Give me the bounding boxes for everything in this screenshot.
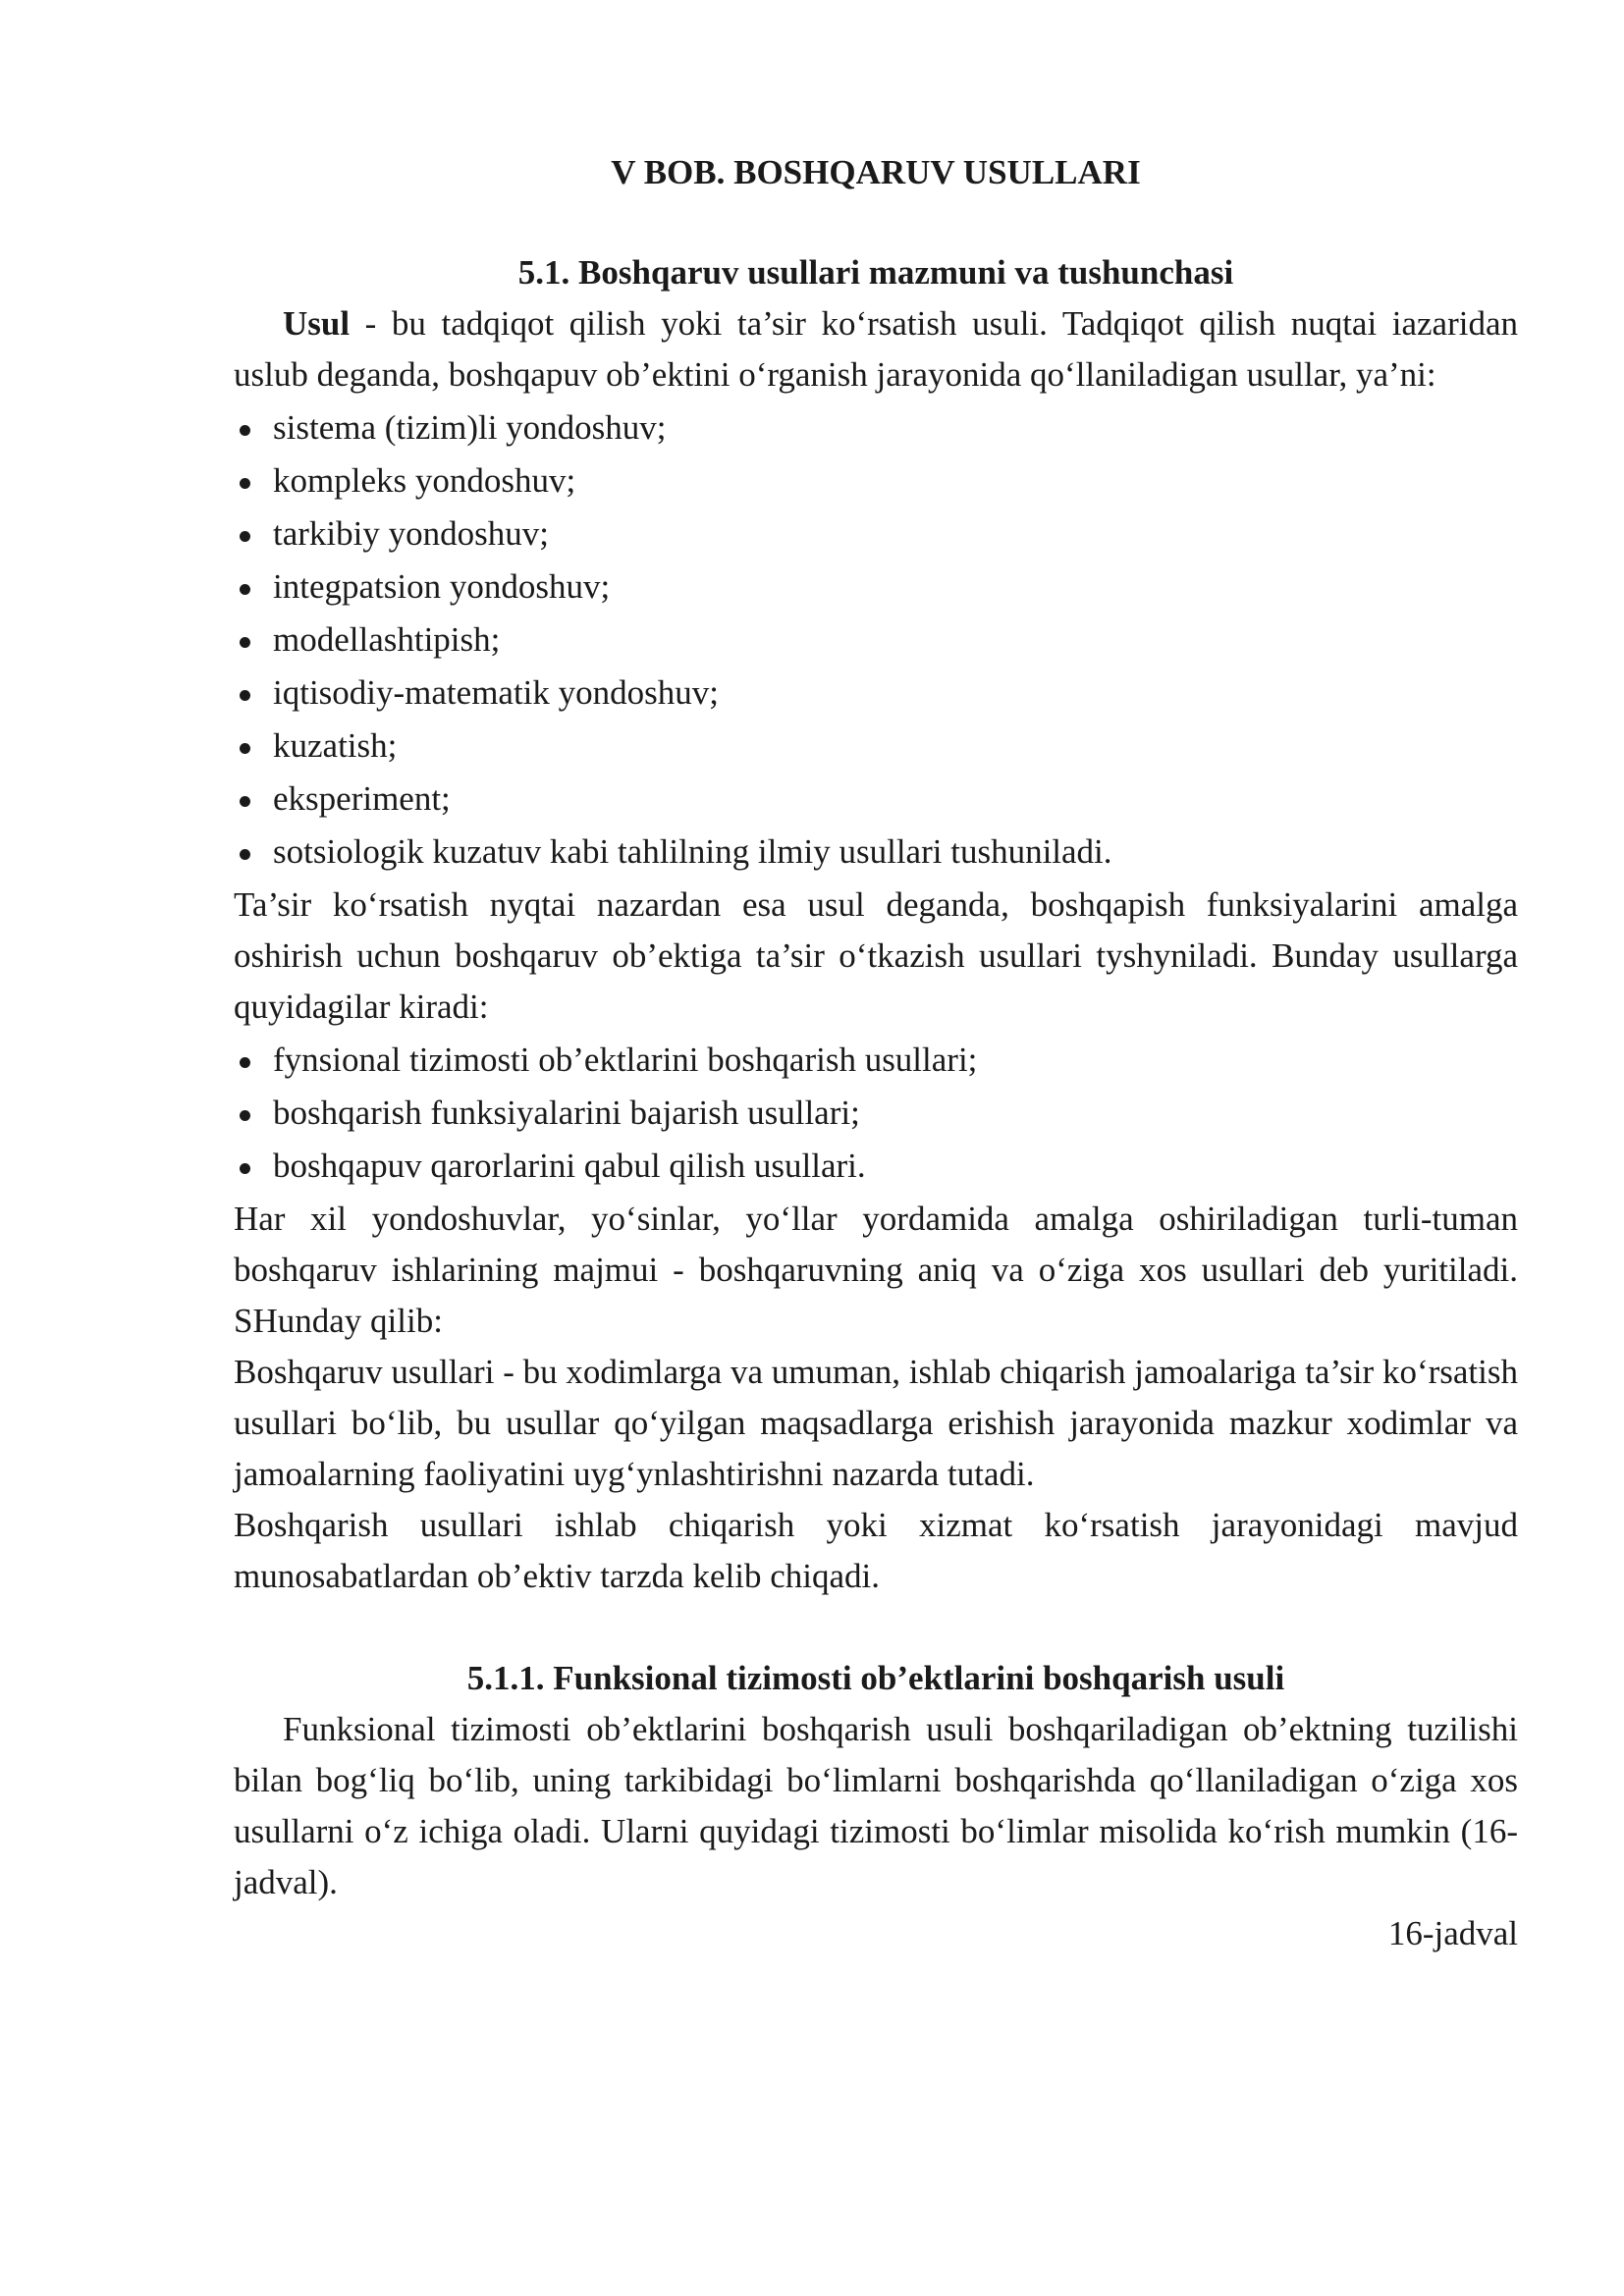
list-item: iqtisodiy-matematik yondoshuv; <box>234 667 1518 719</box>
research-methods-list <box>234 402 1518 878</box>
list-item: kuzatish; <box>234 721 1518 772</box>
list-item: boshqarish funksiyalarini bajarish usullari; <box>234 1088 1518 1139</box>
intro-text: - bu tadqiqot qilish yoki ta’sir ko‘rsatish usuli. Tadqiqot qilish nuqtai iazaridan uslub deganda, boshqapuv ob’ektini o‘rganish jarayonida qo‘llaniladigan usullar, ya’ni: <box>234 304 1518 394</box>
intro-term: Usul <box>283 304 351 343</box>
list-item: tarkibiy yondoshuv; <box>234 508 1518 560</box>
body-paragraph: Boshqaruv usullari - bu xodimlarga va umuman, ishlab chiqarish jamoalariga ta’sir ko‘rsatish usullari bo‘lib, bu usullar qo‘yilgan maqsadlarga erishish jarayonida mazkur xodimlar va jamoalarning faoliyatini uyg‘ynlashtirishni nazarda tutadi. <box>234 1353 1518 1493</box>
influence-paragraph: Ta’sir ko‘rsatish nyqtai nazardan esa usul deganda, boshqapish funksiyalarini amalga oshirish uchun boshqaruv ob’ektiga ta’sir o‘tkazish usullari tyshyniladi. Bunday usullarga quyidagilar kiradi: <box>234 885 1518 1026</box>
body-paragraph: Funksional tizimosti ob’ektlarini boshqarish usuli boshqariladigan ob’ektning tuzilishi bilan bog‘liq bo‘lib, uning tarkibidagi bo‘limlarni boshqarishda qo‘llaniladigan o‘ziga xos usullarni o‘z ichiga oladi. Ularni quyidagi tizimosti bo‘limlar misolida ko‘rish mumkin (16-jadval). <box>234 1710 1518 1901</box>
body-paragraph: Har xil yondoshuvlar, yo‘sinlar, yo‘llar yordamida amalga oshiriladigan turli-tuman boshqaruv ishlarining majmui - boshqaruvning aniq va o‘ziga xos usullari deb yuritiladi. SHunday qilib: <box>234 1200 1518 1340</box>
list-item: sistema (tizim)li yondoshuv; <box>234 402 1518 454</box>
influence-methods-list <box>234 1035 1518 1192</box>
document-page <box>234 147 1518 1959</box>
section-title: 5.1. Boshqaruv usullari mazmuni va tushunchasi <box>517 253 1234 292</box>
chapter-title: V BOB. BOSHQARUV USULLARI <box>611 153 1141 191</box>
subsection-title: 5.1.1. Funksional tizimosti ob’ektlarini boshqarish usuli <box>466 1659 1285 1697</box>
intro-paragraph <box>234 298 1518 400</box>
body-paragraph: Boshqarish usullari ishlab chiqarish yoki xizmat ko‘rsatish jarayonidagi mavjud munosabatlardan ob’ektiv tarzda kelib chiqadi. <box>234 1506 1518 1595</box>
list-item: sotsiologik kuzatuv kabi tahlilning ilmiy usullari tushuniladi. <box>234 827 1518 878</box>
list-item: eksperiment; <box>234 774 1518 825</box>
list-item: modellashtipish; <box>234 614 1518 666</box>
list-item: fynsional tizimosti ob’ektlarini boshqarish usullari; <box>234 1035 1518 1086</box>
list-item: integpatsion yondoshuv; <box>234 561 1518 613</box>
list-item: kompleks yondoshuv; <box>234 455 1518 507</box>
table-caption: 16-jadval <box>1387 1914 1518 1952</box>
list-item: boshqapuv qarorlarini qabul qilish usullari. <box>234 1141 1518 1192</box>
